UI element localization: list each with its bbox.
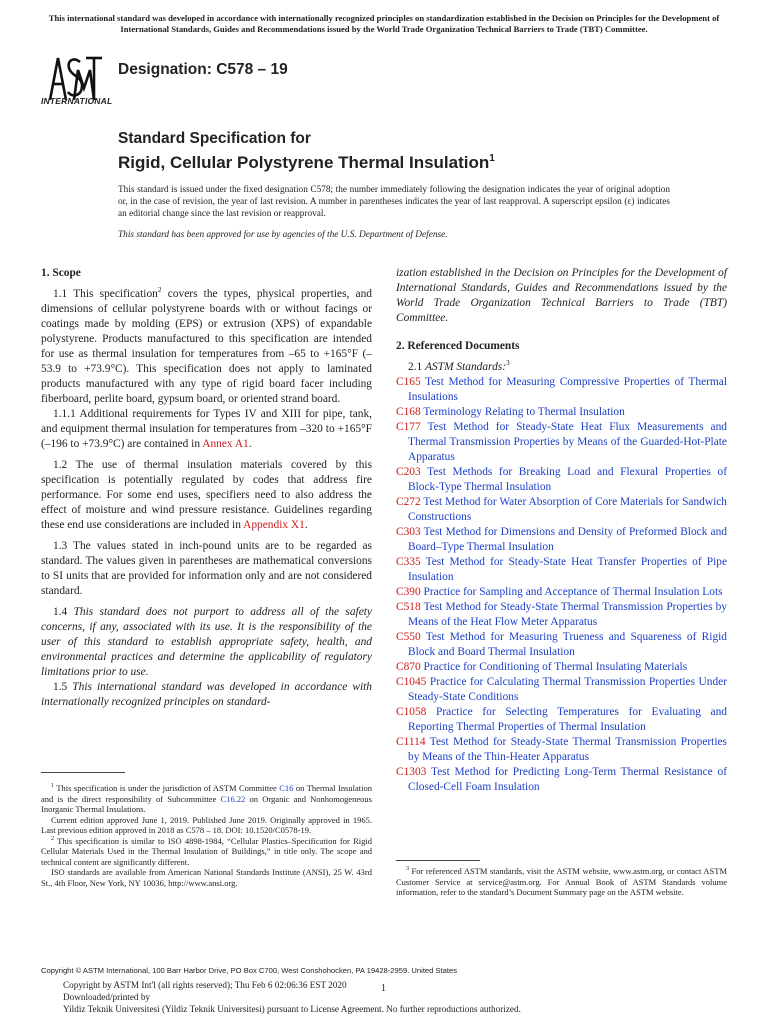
standard-title-link[interactable]: Test Method for Measuring Trueness and Squareness of Rigid Block and Board Thermal Insulation bbox=[408, 631, 727, 658]
download-line-2: Downloaded/printed by bbox=[63, 992, 151, 1002]
referenced-document-item bbox=[396, 675, 727, 705]
document-title bbox=[118, 129, 495, 174]
header-notice: This international standard was developed in accordance with internationally recognized principles on standardization established in the Decision on Principles for the Development of International Standards, Guides and Recommendations issued by the World Trade Organization Technical Barriers to Trade (TBT) Committee. bbox=[48, 13, 720, 34]
para-1-4: 1.4 This standard does not purport to address all of the safety concerns, if any, associated with its use. It is the responsibility of the user of this standard to establish appropriate safety, health, and environmental practices and determine the applicability of regulatory limitations prior to use. bbox=[41, 606, 372, 678]
copyright-line: Copyright © ASTM International, 100 Barr Harbor Drive, PO Box C700, West Conshohocken, PA 19428-2959. United States bbox=[41, 966, 458, 975]
referenced-document-item bbox=[396, 495, 727, 525]
title-text: Rigid, Cellular Polystyrene Thermal Insulation bbox=[118, 153, 490, 172]
referenced-document-item bbox=[396, 765, 727, 795]
standard-title-link[interactable]: Practice for Calculating Thermal Transmission Properties Under Steady-State Conditions bbox=[408, 676, 727, 703]
standard-code-link[interactable]: C1303 bbox=[396, 766, 427, 778]
referenced-document-item bbox=[396, 660, 727, 675]
standard-code-link[interactable]: C550 bbox=[396, 631, 421, 643]
footnote-2-iso: ISO standards are available from American National Standards Institute (ANSI), 25 W. 43rd St., 4th Floor, New York, NY 10036, http://www.ansi.org. bbox=[41, 867, 372, 888]
referenced-document-item bbox=[396, 375, 727, 405]
para-1-3: 1.3 The values stated in inch-pound units are to be regarded as standard. The values given in parentheses are mathematical conversions to SI units that are provided for information only and are not considered standard. bbox=[41, 540, 372, 597]
referenced-document-item bbox=[396, 555, 727, 585]
footnote-mark-2: 2 bbox=[157, 285, 162, 294]
footnote-3: $^3$ For referenced ASTM standards, visit the ASTM website, www.astm.org, or contact ASTM Customer Service at service@astm.org. For Annual Book of ASTM Standards volume information, refer to the standard’s Document Summary page on the ASTM website. bbox=[396, 866, 728, 897]
standard-code-link[interactable]: C335 bbox=[396, 556, 421, 568]
right-column bbox=[396, 266, 727, 795]
standard-title-link[interactable]: Test Method for Steady-State Thermal Transmission Properties by Means of the Thin-Heater Apparatus bbox=[408, 736, 727, 763]
designation-number: C578 – 19 bbox=[216, 61, 288, 78]
footnotes-left bbox=[41, 783, 372, 888]
para-1-2: 1.2 The use of thermal insulation materials covered by this specification is potentially regulated by codes that address fire performance. For some end uses, specifiers need to also address the effect of moisture and wind pressure resistance. Guidelines regarding these end use considerations are included in Appendix X1. bbox=[41, 459, 372, 531]
dod-note: This standard has been approved for use by agencies of the U.S. Department of Defense. bbox=[118, 230, 448, 240]
standard-code-link[interactable]: C1114 bbox=[396, 736, 426, 748]
referenced-document-item bbox=[396, 465, 727, 495]
referenced-document-item bbox=[396, 735, 727, 765]
left-column bbox=[41, 266, 372, 710]
designation-label: Designation: bbox=[118, 61, 212, 78]
astm-standards-label: 2.1 ASTM Standards:$^3$ bbox=[408, 358, 510, 373]
standard-code-link[interactable]: C165 bbox=[396, 376, 421, 388]
standard-title-link[interactable]: Test Methods for Breaking Load and Flexural Properties of Block-Type Thermal Insulation bbox=[408, 466, 727, 493]
annex-a1-link[interactable]: Annex A1 bbox=[202, 438, 249, 450]
download-line-3: Yildiz Teknik Universitesi (Yildiz Teknik Universitesi) pursuant to License Agreement. No further reproductions authorized. bbox=[63, 1004, 521, 1014]
standard-code-link[interactable]: C870 bbox=[396, 661, 421, 673]
logo-caption: INTERNATIONAL bbox=[41, 96, 113, 106]
title-footnote-mark: 1 bbox=[489, 153, 495, 164]
para-1-5-continued: ization established in the Decision on Principles for the Development of International Standards, Guides and Recommendations issued by the World Trade Organization Technical Barriers to Trade (TBT) Committee. bbox=[396, 267, 727, 324]
standard-title-link[interactable]: Test Method for Water Absorption of Core Materials for Sandwich Constructions bbox=[408, 496, 727, 523]
standard-title-link[interactable]: Test Method for Predicting Long-Term Thermal Resistance of Closed-Cell Foam Insulation bbox=[408, 766, 727, 793]
referenced-document-item bbox=[396, 705, 727, 735]
para-1-1-1: 1.1.1 Additional requirements for Types IV and XIII for pipe, tank, and equipment thermal insulation for temperatures from –320 to +165°F (–196 to +73.9°C) are contained in Annex A1. bbox=[41, 408, 372, 450]
referenced-document-item bbox=[396, 600, 727, 630]
referenced-documents-list bbox=[396, 375, 727, 795]
scope-heading: 1. Scope bbox=[41, 267, 81, 279]
standard-title-link[interactable]: Practice for Conditioning of Thermal Insulating Materials bbox=[420, 661, 688, 673]
footnote-divider-right bbox=[396, 860, 480, 861]
referenced-document-item bbox=[396, 585, 727, 600]
standard-title-link[interactable]: Test Method for Measuring Compressive Properties of Thermal Insulations bbox=[408, 376, 727, 403]
standard-title-link[interactable]: Test Method for Steady-State Heat Flux Measurements and Thermal Transmission Properties by Means of the Guarded-Hot-Plate Apparatus bbox=[408, 421, 727, 463]
standard-code-link[interactable]: C1058 bbox=[396, 706, 427, 718]
referenced-documents-heading: 2. Referenced Documents bbox=[396, 340, 520, 352]
designation bbox=[118, 61, 288, 79]
standard-code-link[interactable]: C390 bbox=[396, 586, 421, 598]
standard-code-link[interactable]: C303 bbox=[396, 526, 421, 538]
standard-title-link[interactable]: Test Method for Steady-State Thermal Transmission Properties by Means of the Heat Flow Meter Apparatus bbox=[408, 601, 727, 628]
download-info bbox=[63, 979, 521, 1015]
footnote-1: $^1$ This specification is under the jurisdiction of ASTM Committee C16 on Thermal Insulation and is the direct responsibility of Subcommittee C16.22 on Organic and Nonhomogeneous Inorganic Thermal Insulations. bbox=[41, 783, 372, 814]
standard-code-link[interactable]: C203 bbox=[396, 466, 421, 478]
page-number: 1 bbox=[381, 983, 386, 994]
referenced-document-item bbox=[396, 525, 727, 555]
para-1-5: 1.5 This international standard was developed in accordance with internationally recognized principles on standard- bbox=[41, 681, 372, 708]
preamble-text: This standard is issued under the fixed designation C578; the number immediately following the designation indicates the year of original adoption or, in the case of revision, the year of last revision. A number in parentheses indicates the year of last reapproval. A superscript epsilon (ε) indicates an editorial change since the last revision or reapproval. bbox=[118, 185, 670, 219]
footnotes-right bbox=[396, 866, 727, 898]
c16-22-link[interactable]: C16.22 bbox=[220, 793, 246, 804]
footnote-divider-left bbox=[41, 772, 125, 773]
standard-code-link[interactable]: C272 bbox=[396, 496, 421, 508]
standard-title-link[interactable]: Terminology Relating to Thermal Insulation bbox=[420, 406, 625, 418]
footnote-2: $^2$ This specification is similar to ISO 4898-1984, “Cellular Plastics–Specification for Rigid Cellular Materials Used in the Thermal Insulation of Buildings,” in title only. The scope and technical content are significantly different. bbox=[41, 835, 372, 867]
title-line2 bbox=[118, 148, 495, 174]
standard-code-link[interactable]: C518 bbox=[396, 601, 421, 613]
standard-code-link[interactable]: C168 bbox=[396, 406, 421, 418]
standard-title-link[interactable]: Test Method for Dimensions and Density of Preformed Block and Board–Type Thermal Insulation bbox=[408, 526, 727, 553]
footnote-mark-3: 3 bbox=[506, 358, 510, 367]
standard-code-link[interactable]: C1045 bbox=[396, 676, 427, 688]
referenced-document-item bbox=[396, 420, 727, 465]
referenced-document-item bbox=[396, 630, 727, 660]
standard-code-link[interactable]: C177 bbox=[396, 421, 421, 433]
para-1-1: 1.1 This specification$^2$ covers the types, physical properties, and dimensions of cellular polystyrene boards with or without facings or coatings made by molding (EPS) or extrusion (XPS) of expandable polystyrene. Products manufactured to this specification are intended for use as thermal insulation for temperatures from –65 to +165°F (–53.9 to +73.9°C). This specification does not apply to laminated products manufactured with any type of rigid board facer including fiberboard, perlite board, gypsum board, or oriented strand board. bbox=[41, 285, 373, 405]
appendix-x1-link[interactable]: Appendix X1 bbox=[243, 519, 305, 531]
title-line1: Standard Specification for bbox=[118, 130, 311, 147]
c16-link[interactable]: C16 bbox=[279, 783, 294, 793]
footnote-1-edition: Current edition approved June 1, 2019. Published June 2019. Originally approved in 1965. Last previous edition approved in 2018 as C578 – 18. DOI: 10.1520/C0578-19. bbox=[41, 814, 372, 835]
standard-title-link[interactable]: Practice for Selecting Temperatures for Evaluating and Reporting Thermal Properties of Thermal Insulation bbox=[408, 706, 727, 733]
download-line-1: Copyright by ASTM Int'l (all rights reserved); Thu Feb 6 02:06:36 EST 2020 bbox=[63, 980, 347, 990]
standard-title-link[interactable]: Practice for Sampling and Acceptance of Thermal Insulation Lots bbox=[420, 586, 723, 598]
standard-title-link[interactable]: Test Method for Steady-State Heat Transfer Properties of Pipe Insulation bbox=[408, 556, 727, 583]
referenced-document-item bbox=[396, 405, 727, 420]
